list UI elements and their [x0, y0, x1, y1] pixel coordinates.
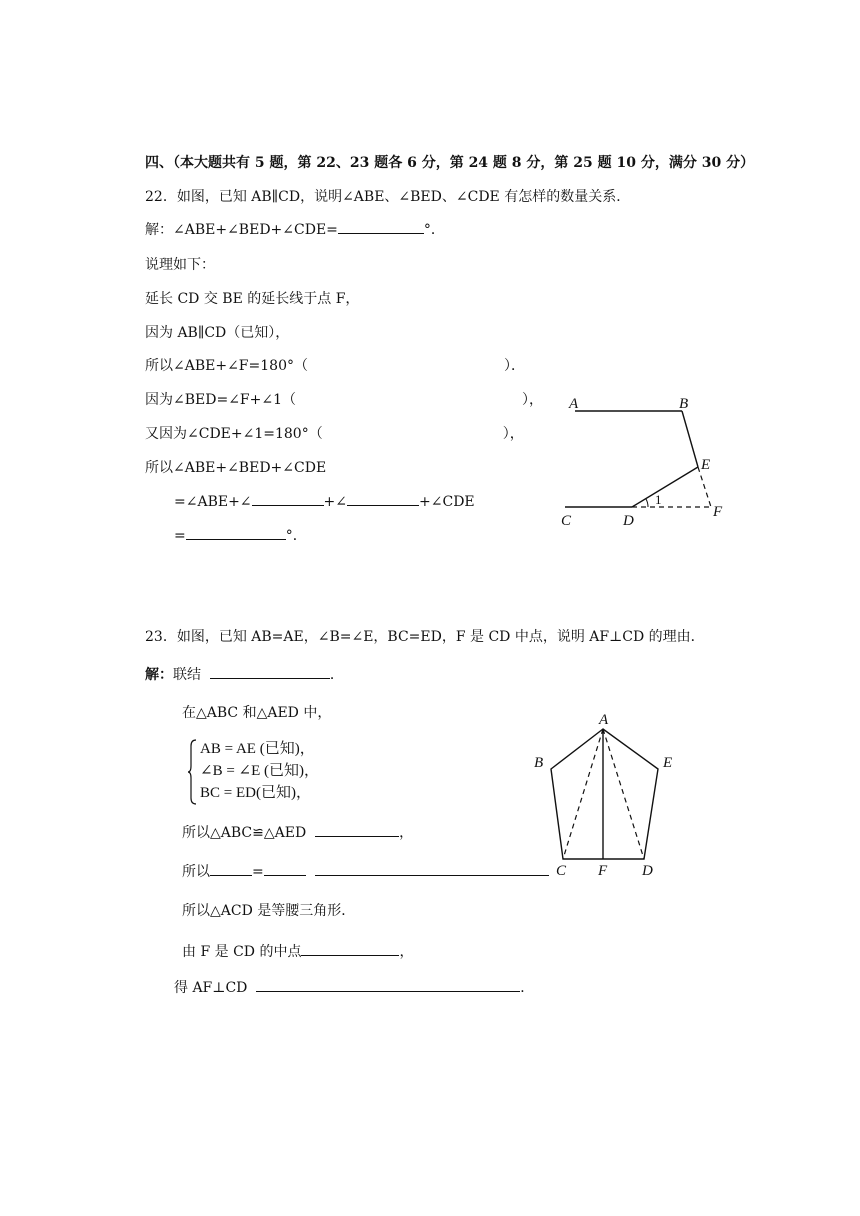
- q22-step7-blank1[interactable]: [252, 491, 324, 506]
- q22-step5-prefix: 又因为∠CDE+∠1=180°（: [145, 426, 323, 442]
- q23-figure: [530, 708, 690, 883]
- q23-brace-system: [190, 738, 319, 804]
- q22-step7: [174, 491, 475, 510]
- q22-answer-prefix: 解：∠ABE+∠BED+∠CDE=: [145, 222, 338, 238]
- q23-midpoint-suffix: ，: [399, 944, 414, 960]
- q22-label-a: A: [569, 396, 579, 412]
- q22-angle-arc: [646, 499, 648, 507]
- q22-step7-blank2[interactable]: [347, 491, 419, 506]
- q23-congruent-blank[interactable]: [315, 822, 399, 837]
- q23-label-a: A: [599, 712, 609, 728]
- q22-step7-b: +∠: [323, 494, 348, 510]
- q22-answer-line: [145, 219, 445, 239]
- q23-perp-line: [174, 977, 534, 997]
- q23-brace-row-2: ∠B = ∠E (已知)，: [200, 763, 320, 779]
- q23-dashed-ad: [603, 729, 644, 859]
- q23-midpoint-blank[interactable]: [301, 941, 399, 956]
- q22-reason-intro: 说理如下：: [145, 257, 215, 273]
- q22-step2: 因为 AB∥CD（已知），: [145, 325, 290, 341]
- q22-stem: 22．如图，已知 AB∥CD，说明∠ABE、∠BED、∠CDE 有怎样的数量关系．: [145, 189, 631, 205]
- q23-equal-blank2[interactable]: [264, 861, 306, 876]
- q23-congruent-line: [182, 822, 413, 842]
- q22-step4-prefix: 因为∠BED=∠F+∠1（: [145, 392, 297, 408]
- q23-equal-mid: =: [252, 864, 264, 880]
- q23-label-f: F: [598, 863, 608, 879]
- q22-segment-be: [682, 411, 698, 467]
- q23-stem: 23．如图，已知 AB=AE，∠B=∠E，BC=ED，F 是 CD 中点，说明 AF⊥CD 的理由．: [145, 629, 705, 645]
- q22-step5-suffix: ），: [502, 426, 524, 442]
- q23-brace-row-3: BC = ED(已知)，: [200, 785, 311, 801]
- q23-congruent-prefix: 所以△ABC≌△AED: [182, 825, 307, 841]
- q22-step4: [145, 389, 543, 409]
- q22-label-e: E: [701, 457, 711, 473]
- q22-answer-suffix: °．: [423, 222, 445, 238]
- q23-congruent-suffix: ，: [399, 825, 414, 841]
- q22-step3-prefix: 所以∠ABE+∠F=180°（: [145, 358, 308, 374]
- q23-dashed-ac: [563, 729, 603, 859]
- q22-step3-suffix: ）．: [503, 358, 525, 374]
- q22-segment-ed: [632, 467, 698, 507]
- q23-connect: 联结: [173, 667, 201, 683]
- q22-label-c: C: [561, 513, 572, 529]
- q22-step1: 延长 CD 交 BE 的延长线于点 F，: [145, 291, 360, 307]
- q22-step8-a: =: [174, 528, 186, 544]
- q23-equal-prefix: 所以: [182, 864, 210, 880]
- q22-step5: [145, 423, 524, 443]
- q22-dashed-ef: [698, 467, 711, 507]
- q22-step8: [174, 525, 307, 545]
- q22-step6: 所以∠ABE+∠BED+∠CDE: [145, 460, 327, 476]
- q23-equal-blank1[interactable]: [210, 861, 252, 876]
- q23-perp-blank[interactable]: [256, 977, 520, 992]
- q23-brace-icon: [188, 738, 198, 806]
- q22-step8-b: °．: [285, 528, 307, 544]
- q23-label-c: C: [556, 863, 567, 879]
- q22-label-d: D: [623, 513, 634, 529]
- q22-step3: [145, 355, 525, 375]
- q23-in-triangles: 在△ABC 和△AED 中，: [182, 705, 332, 721]
- q22-answer-blank[interactable]: [338, 219, 424, 234]
- q23-midpoint-line: [182, 941, 413, 961]
- q23-label-b: B: [534, 755, 544, 771]
- q23-equal-line: [182, 861, 549, 881]
- q22-figure: [555, 390, 735, 530]
- q22-label-f: F: [713, 504, 723, 520]
- q23-connect-end: ．: [329, 667, 344, 683]
- q23-isosceles: 所以△ACD 是等腰三角形．: [182, 903, 356, 919]
- q22-label-b: B: [679, 396, 689, 412]
- q23-solve-label: 解：: [145, 667, 173, 683]
- q22-step7-a: =∠ABE+∠: [174, 494, 252, 510]
- q23-label-e: E: [663, 755, 673, 771]
- q23-perp-prefix: 得 AF⊥CD: [174, 980, 248, 996]
- q23-pentagon: [551, 729, 658, 859]
- q23-equal-reason-blank[interactable]: [315, 861, 549, 876]
- q23-midpoint-prefix: 由 F 是 CD 的中点: [182, 944, 302, 960]
- q22-step4-suffix: ），: [522, 392, 544, 408]
- q23-label-d: D: [642, 863, 653, 879]
- q23-brace-row-1: AB = AE (已知)，: [200, 741, 315, 757]
- q22-step7-c: +∠CDE: [419, 494, 475, 510]
- q23-perp-suffix: ．: [520, 980, 535, 996]
- q23-connect-blank[interactable]: [210, 664, 330, 679]
- q22-label-angle1: 1: [655, 492, 662, 507]
- section-title: 四、（本大题共有 5 题，第 22、23 题各 6 分，第 24 题 8 分，第 25 题 10 分，满分 30 分）: [145, 155, 755, 171]
- q23-connect-line: [145, 664, 344, 684]
- q22-step8-blank[interactable]: [186, 525, 286, 540]
